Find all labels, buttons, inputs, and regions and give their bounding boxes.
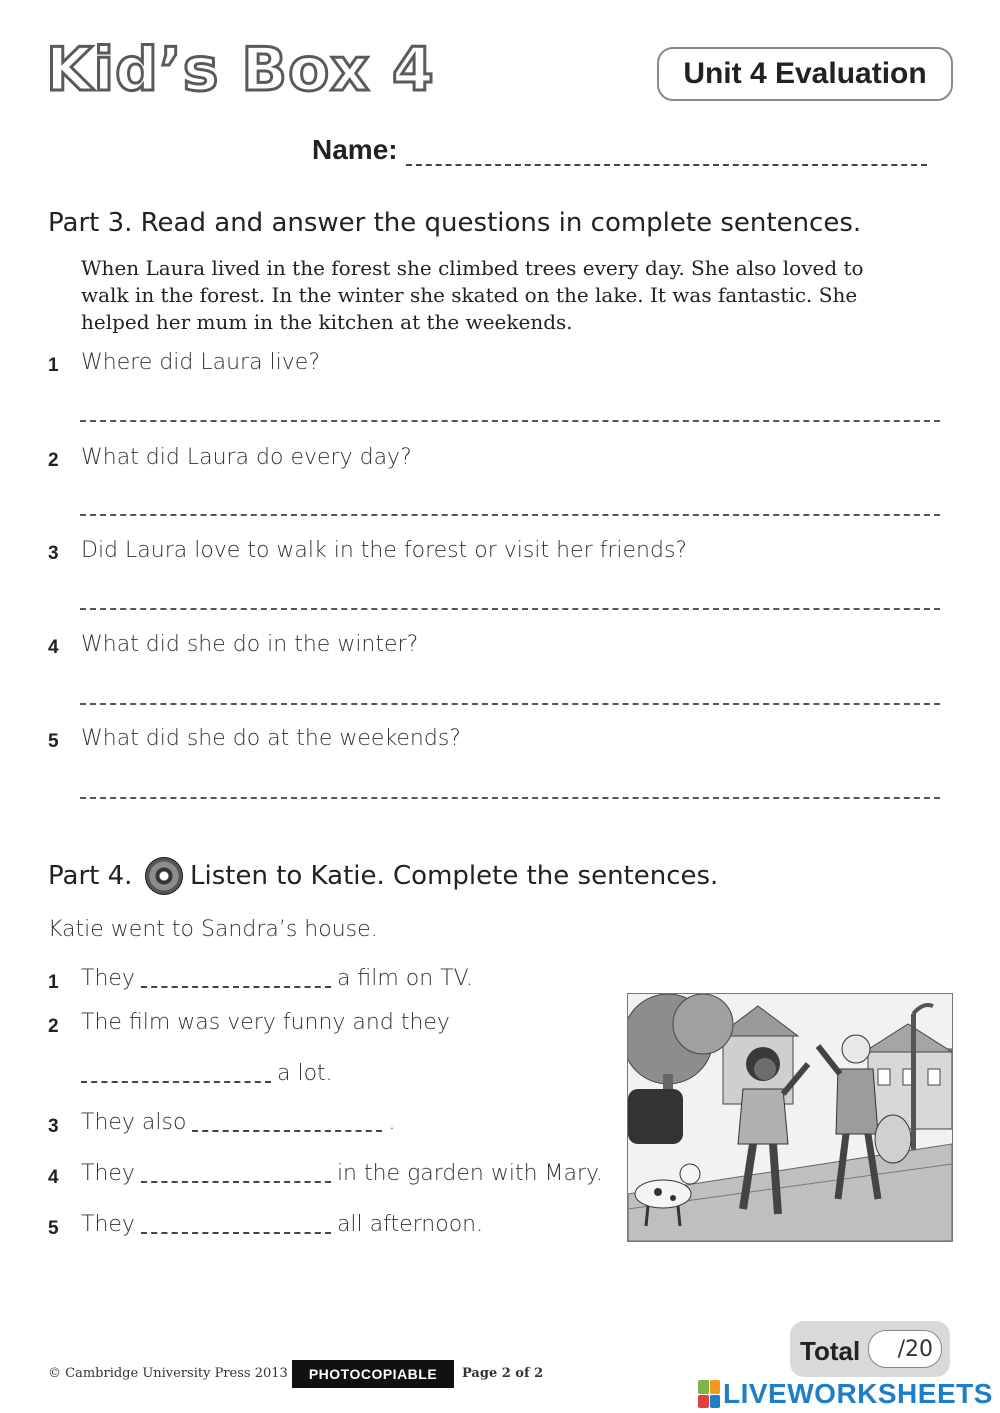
sentence-text: . — [388, 1110, 396, 1135]
question-text: What did she do in the winter? — [81, 632, 419, 657]
name-input-line[interactable] — [406, 138, 927, 166]
total-label: Total — [800, 1336, 861, 1366]
name-label: Name: — [312, 134, 398, 165]
sentence-text: all afternoon. — [336, 1212, 484, 1237]
answer-line-2[interactable] — [80, 514, 940, 516]
passage-line: helped her mum in the kitchen at the weekends. — [81, 310, 573, 334]
sentence-4 — [81, 1161, 603, 1186]
question-number: 1 — [48, 355, 59, 376]
sentence-number: 5 — [48, 1218, 59, 1239]
question-number: 3 — [48, 543, 59, 564]
passage-line: When Laura lived in the forest she climbed trees every day. She also loved to — [81, 256, 864, 280]
sentence-text: a film on TV. — [336, 966, 473, 991]
question-text: Did Laura love to walk in the forest or visit her friends? — [81, 538, 688, 563]
sentence-1 — [81, 966, 473, 991]
sentence-text: in the garden with Mary. — [336, 1161, 603, 1186]
illustration-drawing — [628, 994, 952, 1241]
sentence-number: 3 — [48, 1116, 59, 1137]
sentence-number: 4 — [48, 1167, 59, 1188]
sentence-2: The film was very funny and they — [81, 1010, 450, 1035]
blank-input[interactable] — [141, 1181, 331, 1183]
question-number: 2 — [48, 450, 59, 471]
cd-audio-icon[interactable] — [145, 857, 183, 895]
total-score-field[interactable]: /20 — [868, 1330, 942, 1368]
liveworksheets-logo — [698, 1378, 993, 1410]
question-text: What did Laura do every day? — [81, 445, 412, 470]
reading-passage — [81, 255, 871, 336]
answer-line-5[interactable] — [80, 797, 940, 799]
street-illustration — [627, 993, 953, 1242]
sentence-text: They — [81, 1212, 135, 1237]
sentence-text: They also — [81, 1110, 187, 1135]
question-text: Where did Laura live? — [81, 350, 321, 375]
sentence-number: 2 — [48, 1016, 59, 1037]
answer-line-3[interactable] — [80, 608, 940, 610]
passage-line: walk in the forest. In the winter she skated on the lake. It was fantastic. She — [81, 283, 858, 307]
blank-input[interactable] — [192, 1130, 382, 1132]
sentence-5 — [81, 1212, 483, 1237]
liveworksheets-wordmark: LIVEWORKSHEETS — [723, 1378, 993, 1409]
blank-input[interactable] — [81, 1081, 271, 1083]
sentence-number: 1 — [48, 972, 59, 993]
question-number: 4 — [48, 637, 59, 658]
copyright-text: © Cambridge University Press 2013 — [48, 1366, 288, 1381]
answer-line-4[interactable] — [80, 703, 940, 705]
photocopiable-badge: PHOTOCOPIABLE — [292, 1360, 454, 1388]
sentence-text: They — [81, 1161, 135, 1186]
sentence-text: They — [81, 966, 135, 991]
page-number: Page 2 of 2 — [462, 1366, 544, 1381]
sentence-3 — [81, 1110, 395, 1135]
question-number: 5 — [48, 731, 59, 752]
answer-line-1[interactable] — [80, 420, 940, 422]
sentence-text: a lot. — [277, 1061, 333, 1086]
blank-input[interactable] — [141, 986, 331, 988]
question-text: What did she do at the weekends? — [81, 726, 461, 751]
part4-heading-prefix: Part 4. — [48, 861, 133, 891]
sentence-2-continued — [75, 1061, 333, 1086]
liveworksheets-badge-icon — [698, 1380, 720, 1408]
part4-intro: Katie went to Sandra’s house. — [48, 917, 378, 942]
unit-badge: Unit 4 Evaluation — [657, 47, 953, 101]
kids-box-logo: Kid’s Box 4 — [46, 35, 435, 105]
name-row — [312, 134, 927, 166]
blank-input[interactable] — [141, 1232, 331, 1234]
part3-heading: Part 3. Read and answer the questions in complete sentences. — [48, 208, 862, 238]
part4-heading: Listen to Katie. Complete the sentences. — [190, 861, 719, 891]
